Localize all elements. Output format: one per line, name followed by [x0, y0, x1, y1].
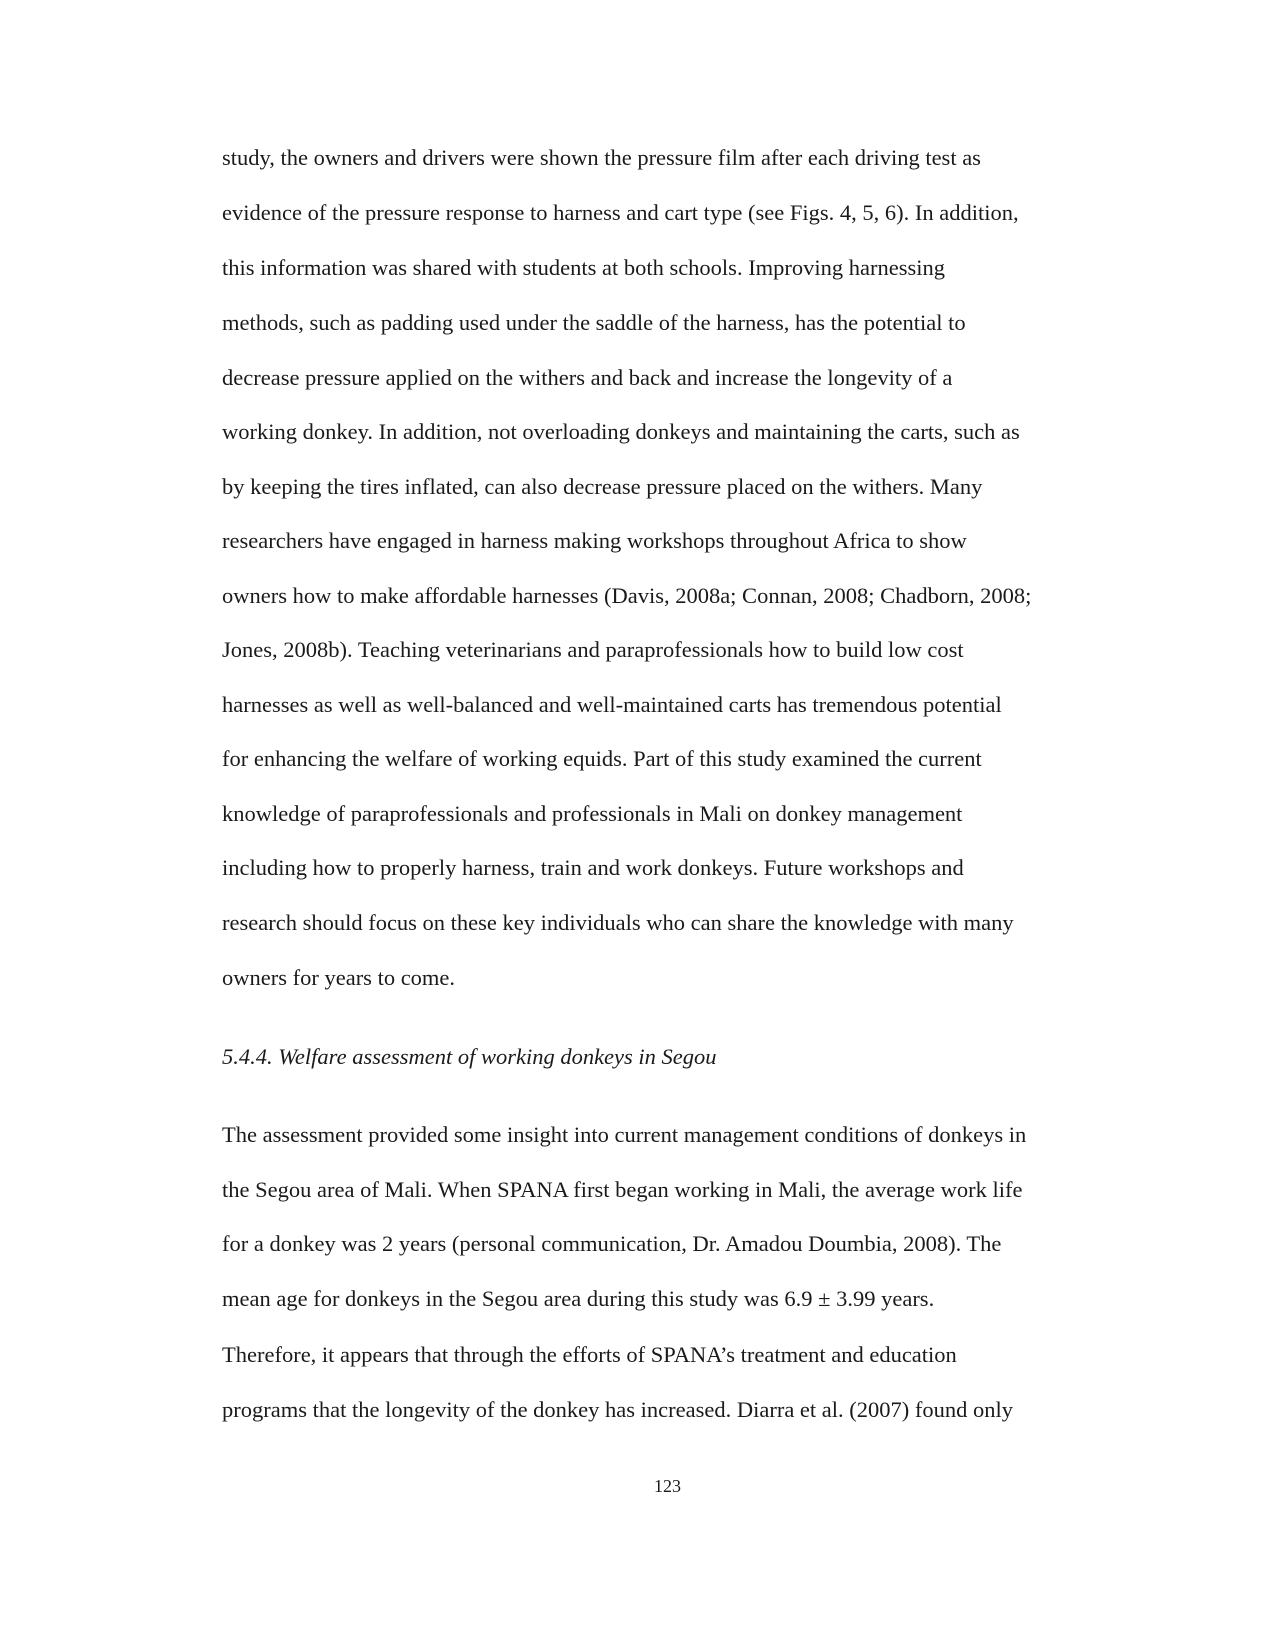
- text-line: including how to properly harness, train and work donkeys. Future workshops and: [222, 855, 964, 880]
- text-line: evidence of the pressure response to harness and cart type (see Figs. 4, 5, 6). In addition,: [222, 200, 1019, 225]
- text-line: knowledge of paraprofessionals and professionals in Mali on donkey management: [222, 801, 963, 826]
- text-line: Therefore, it appears that through the efforts of SPANA’s treatment and education: [222, 1342, 957, 1367]
- text-line: mean age for donkeys in the Segou area during this study was 6.9 ± 3.99 years.: [222, 1286, 935, 1311]
- text-line: Jones, 2008b). Teaching veterinarians and paraprofessionals how to build low cost: [222, 637, 964, 662]
- page-number: 123: [654, 1476, 681, 1496]
- text-line: working donkey. In addition, not overloading donkeys and maintaining the carts, such as: [222, 419, 1020, 444]
- text-line: the Segou area of Mali. When SPANA first began working in Mali, the average work life: [222, 1177, 1023, 1202]
- text-line: decrease pressure applied on the withers and back and increase the longevity of a: [222, 365, 953, 390]
- text-line: by keeping the tires inflated, can also decrease pressure placed on the withers. Many: [222, 474, 983, 499]
- text-line: owners for years to come.: [222, 965, 456, 990]
- text-line: The assessment provided some insight into current management conditions of donkeys in: [222, 1122, 1027, 1147]
- text-line: programs that the longevity of the donkey has increased. Diarra et al. (2007) found only: [222, 1397, 1014, 1422]
- text-line: this information was shared with students at both schools. Improving harnessing: [222, 255, 946, 280]
- text-line: researchers have engaged in harness making workshops throughout Africa to show: [222, 528, 967, 553]
- text-line: for a donkey was 2 years (personal communication, Dr. Amadou Doumbia, 2008). The: [222, 1231, 1002, 1256]
- text-line: methods, such as padding used under the saddle of the harness, has the potential to: [222, 310, 966, 335]
- text-line: study, the owners and drivers were shown the pressure film after each driving test as: [222, 145, 981, 170]
- text-line: research should focus on these key individuals who can share the knowledge with many: [222, 910, 1014, 935]
- text-line: for enhancing the welfare of working equids. Part of this study examined the current: [222, 746, 982, 771]
- section-heading: 5.4.4. Welfare assessment of working donkeys in Segou: [222, 1044, 717, 1069]
- text-line: harnesses as well as well-balanced and well-maintained carts has tremendous potential: [222, 692, 1002, 717]
- text-line: owners how to make affordable harnesses (Davis, 2008a; Connan, 2008; Chadborn, 2008;: [222, 583, 1032, 608]
